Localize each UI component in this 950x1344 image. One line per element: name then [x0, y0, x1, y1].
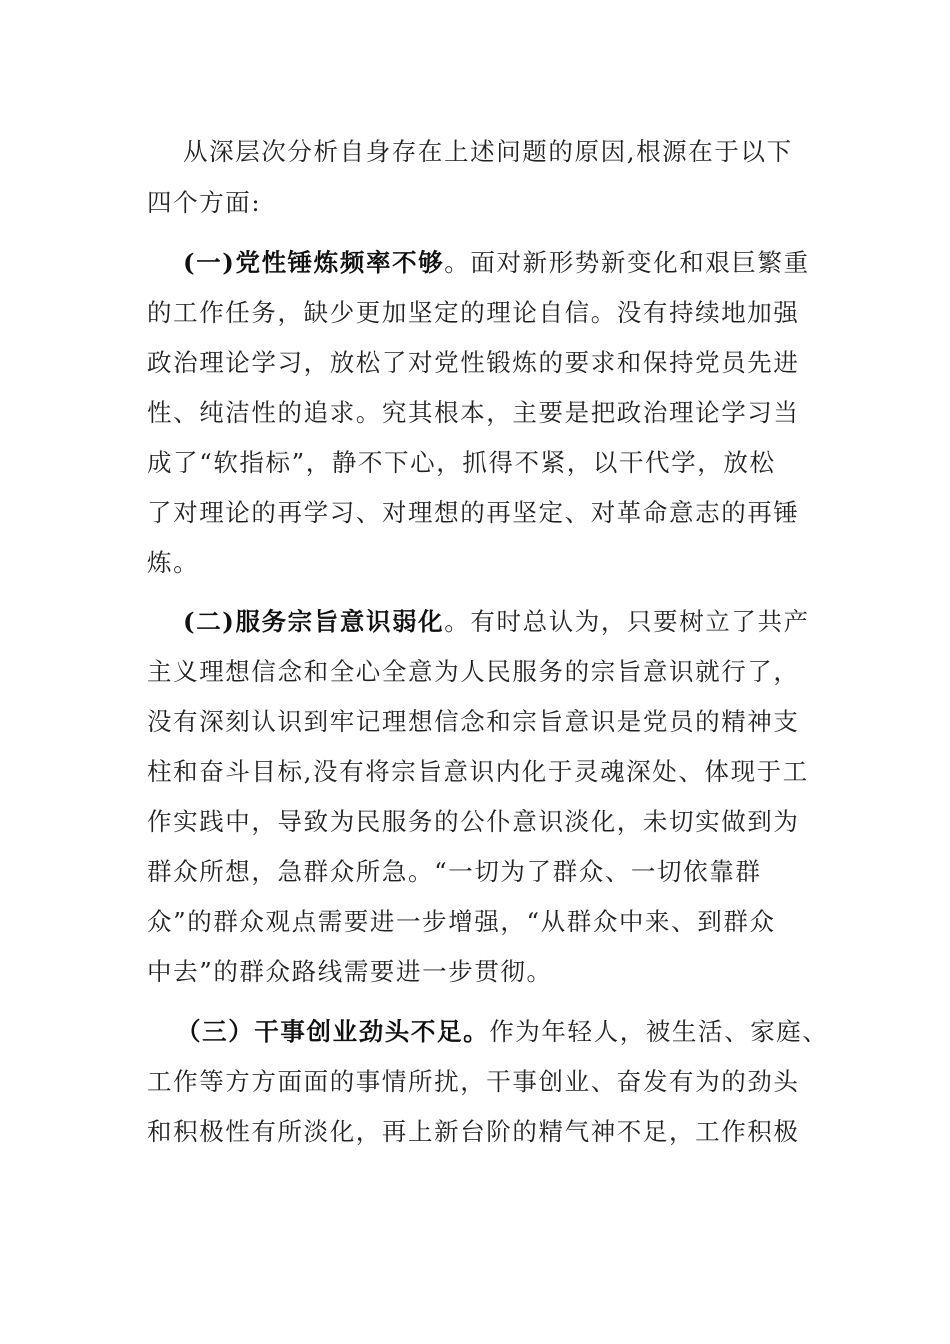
- section-3-line-2: 工作等方方面面的事情所扰，干事创业、奋发有为的劲头: [147, 1067, 800, 1096]
- section-3-line-1: 作为年轻人，被生活、家庭、: [489, 1017, 829, 1046]
- section-1-heading: (一)党性锤炼频率不够: [183, 248, 445, 277]
- intro-line-2: 四个方面:: [147, 188, 262, 217]
- section-2-line-5: 作实践中，导致为民服务的公仆意识淡化，未切实做到为: [147, 807, 800, 836]
- section-2-line-6: 群众所想，急群众所急。“一切为了群众、一切依靠群: [147, 857, 762, 886]
- section-2-line-4: 柱和奋斗目标,没有将宗旨意识内化于灵魂深处、体现于工: [147, 757, 809, 786]
- section-2-line-7: 众”的群众观点需要进一步增强，“从群众中来、到群众: [147, 907, 776, 936]
- section-1-line-4: 性、纯洁性的追求。究其根本，主要是把政治理论学习当: [147, 398, 800, 427]
- section-3-heading: （三）干事创业劲头不足。: [176, 1017, 490, 1046]
- section-1-line-2: 的工作任务，缺少更加坚定的理论自信。没有持续地加强: [147, 298, 800, 327]
- section-2-line-3: 没有深刻认识到牢记理想信念和宗旨意识是党员的精神支: [147, 707, 800, 736]
- section-3-line-3: 和积极性有所淡化，再上新台阶的精气神不足，工作积极: [147, 1117, 800, 1146]
- section-1-line-6: 了对理论的再学习、对理想的再坚定、对革命意志的再锤: [147, 498, 800, 527]
- section-2-line-2: 主义理想信念和全心全意为人民服务的宗旨意识就行了，: [147, 657, 800, 686]
- section-1-line-3: 政治理论学习，放松了对党性锻炼的要求和保持党员先进: [147, 348, 800, 377]
- section-1-line-1: 。面对新形势新变化和艰巨繁重: [444, 248, 810, 277]
- section-2-heading: (二)服务宗旨意识弱化: [183, 607, 445, 636]
- section-1-line-7: 炼。: [147, 548, 200, 577]
- intro-line-1: 从深层次分析自身存在上述问题的原因,根源在于以下: [183, 137, 793, 166]
- section-2-first-line: [183, 607, 810, 637]
- section-3-first-line: [176, 1017, 829, 1047]
- section-2-line-8: 中去”的群众路线需要进一步贯彻。: [147, 957, 553, 986]
- section-1-line-5: 成了“软指标”，静不下心，抓得不紧，以干代学，放松: [147, 448, 776, 477]
- section-2-line-1: 。有时总认为，只要树立了共产: [444, 607, 810, 636]
- section-1-first-line: [183, 248, 810, 278]
